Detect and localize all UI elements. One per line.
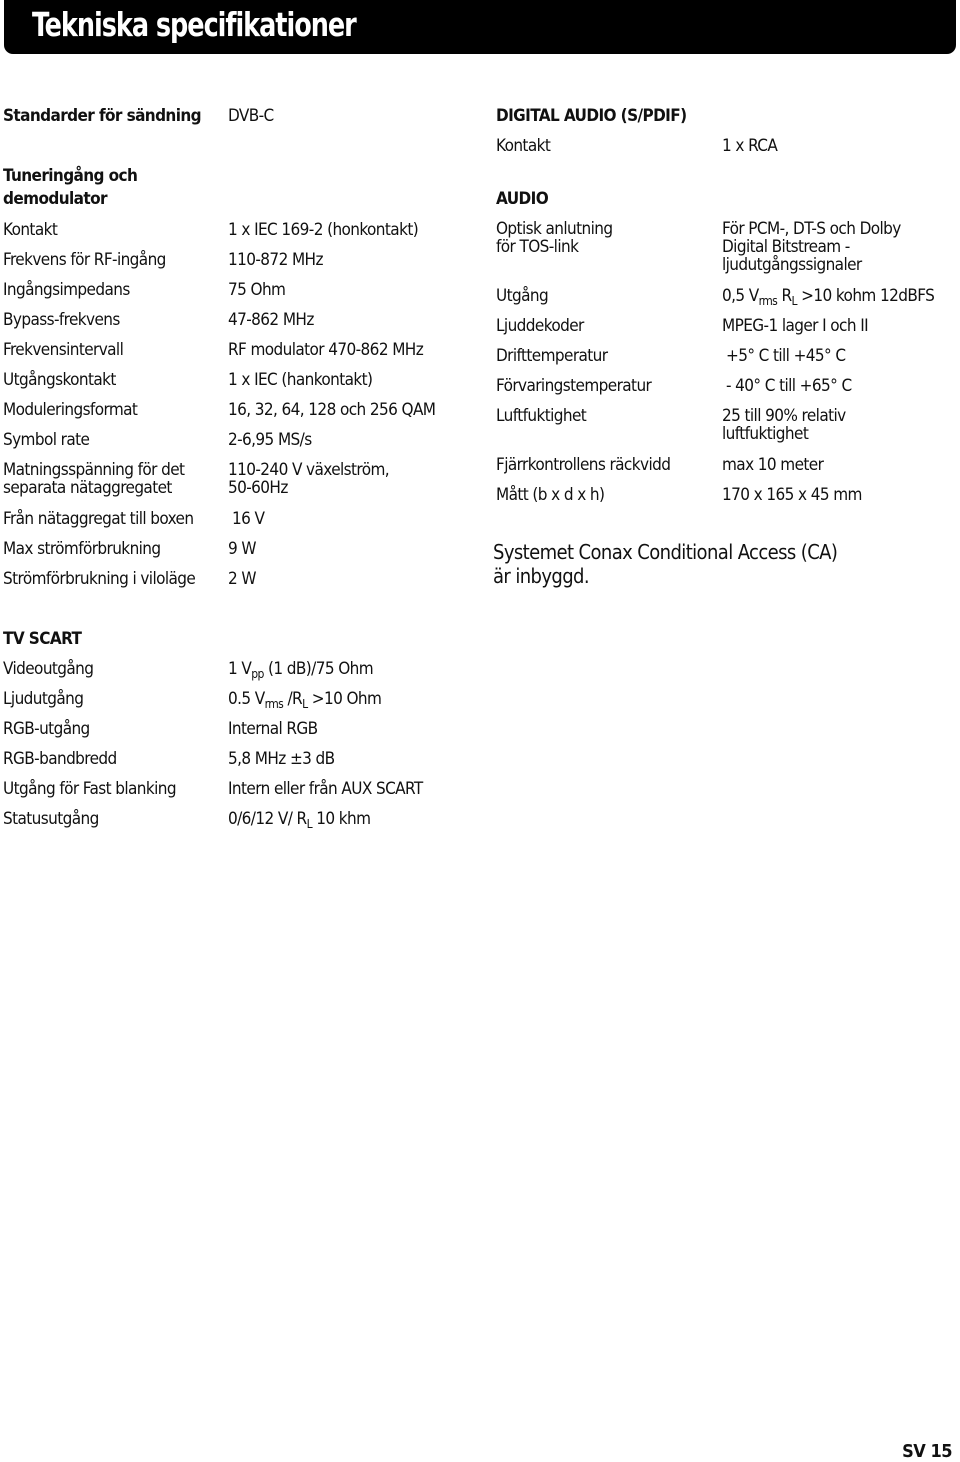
- spec-value: 0/6/12 V/ $R_L$ 10 khm: [228, 809, 371, 831]
- spec-value: 1 $V_{pp}$ (1 dB)/75 Ohm: [228, 659, 374, 681]
- spec-label: Kontakt: [3, 220, 58, 240]
- spec-label: Förvaringstemperatur: [496, 376, 652, 396]
- spec-value: Internal RGB: [228, 719, 318, 739]
- spec-value: RF modulator 470-862 MHz: [228, 340, 424, 360]
- spec-value: 1 x RCA: [722, 136, 778, 156]
- spec-value: 16, 32, 64, 128 och 256 QAM: [228, 400, 436, 420]
- audio-heading: AUDIO: [496, 189, 549, 209]
- spec-value-line2: luftfuktighet: [722, 424, 809, 444]
- spec-value: 1 x IEC 169-2 (honkontakt): [228, 220, 419, 240]
- spec-value: +5° C till +45° C: [726, 346, 846, 366]
- digital-audio-heading: DIGITAL AUDIO (S/PDIF): [496, 106, 687, 126]
- spec-value: 0.5 $V_{rms}$ $/R_L >10$ Ohm: [228, 689, 382, 711]
- page-number: SV 15: [902, 1441, 952, 1462]
- spec-label: Mått (b x d x h): [496, 485, 605, 505]
- conax-note-line2: är inbyggd.: [493, 564, 589, 588]
- spec-value: 1 x IEC (hankontakt): [228, 370, 373, 390]
- spec-value: max 10 meter: [722, 455, 824, 475]
- spec-value: 170 x 165 x 45 mm: [722, 485, 862, 505]
- spec-value: 2 W: [228, 569, 256, 589]
- spec-label: Från nätaggregat till boxen: [3, 509, 194, 529]
- spec-label: RGB-bandbredd: [3, 749, 117, 769]
- spec-label: Strömförbrukning i viloläge: [3, 569, 196, 589]
- spec-value: 75 Ohm: [228, 280, 286, 300]
- spec-label: Optisk anlutning: [496, 219, 613, 239]
- spec-value: 110-240 V växelström,: [228, 460, 390, 480]
- broadcast-value: DVB-C: [228, 106, 274, 126]
- spec-label: Utgångskontakt: [3, 370, 116, 390]
- spec-label: Kontakt: [496, 136, 551, 156]
- scart-heading: TV SCART: [3, 629, 82, 649]
- title-banner: [4, 0, 956, 54]
- spec-label: Utgång: [496, 286, 549, 306]
- spec-label: Frekvensintervall: [3, 340, 124, 360]
- spec-label: Fjärrkontrollens räckvidd: [496, 455, 671, 475]
- spec-label: Ljudutgång: [3, 689, 84, 709]
- spec-label: Matningsspänning för det: [3, 460, 185, 480]
- spec-label: Max strömförbrukning: [3, 539, 161, 559]
- conax-note: Systemet Conax Conditional Access (CA): [493, 540, 838, 564]
- spec-label: Luftfuktighet: [496, 406, 587, 426]
- spec-label: Moduleringsformat: [3, 400, 138, 420]
- spec-value: 16 V: [232, 509, 265, 529]
- spec-label-line2: separata nätaggregatet: [3, 478, 172, 498]
- spec-label: Utgång för Fast blanking: [3, 779, 176, 799]
- spec-label-line2: för TOS-link: [496, 237, 579, 257]
- spec-value: 47-862 MHz: [228, 310, 314, 330]
- spec-value: MPEG-1 lager I och II: [722, 316, 869, 336]
- tuner-heading-line2: demodulator: [3, 189, 107, 209]
- spec-label: Bypass-frekvens: [3, 310, 120, 330]
- spec-value: För PCM-, DT-S och Dolby: [722, 219, 901, 239]
- tuner-heading: Tuneringång och: [3, 166, 138, 186]
- page-title: Tekniska specifikationer: [32, 5, 356, 44]
- spec-label: Videoutgång: [3, 659, 94, 679]
- spec-value: - 40° C till +65° C: [726, 376, 852, 396]
- spec-value: 0,5 $V_{rms}$ $R_L >10$ kohm 12dBFS: [722, 286, 935, 308]
- spec-value-line2: Digital Bitstream -: [722, 237, 850, 257]
- spec-label: Statusutgång: [3, 809, 99, 829]
- spec-value: Intern eller från AUX SCART: [228, 779, 423, 799]
- spec-label: Symbol rate: [3, 430, 90, 450]
- spec-label: Ljuddekoder: [496, 316, 584, 336]
- spec-label: Ingångsimpedans: [3, 280, 130, 300]
- spec-label: Frekvens för RF-ingång: [3, 250, 166, 270]
- spec-label: Drifttemperatur: [496, 346, 608, 366]
- broadcast-label: Standarder för sändning: [3, 106, 201, 126]
- spec-value: 25 till 90% relativ: [722, 406, 846, 426]
- spec-value-line2: 50-60Hz: [228, 478, 288, 498]
- spec-value: 9 W: [228, 539, 256, 559]
- spec-value: 5,8 MHz ±3 dB: [228, 749, 335, 769]
- spec-value-line3: ljudutgångssignaler: [722, 255, 862, 275]
- spec-value: 110-872 MHz: [228, 250, 323, 270]
- spec-label: RGB-utgång: [3, 719, 90, 739]
- spec-value: 2-6,95 MS/s: [228, 430, 312, 450]
